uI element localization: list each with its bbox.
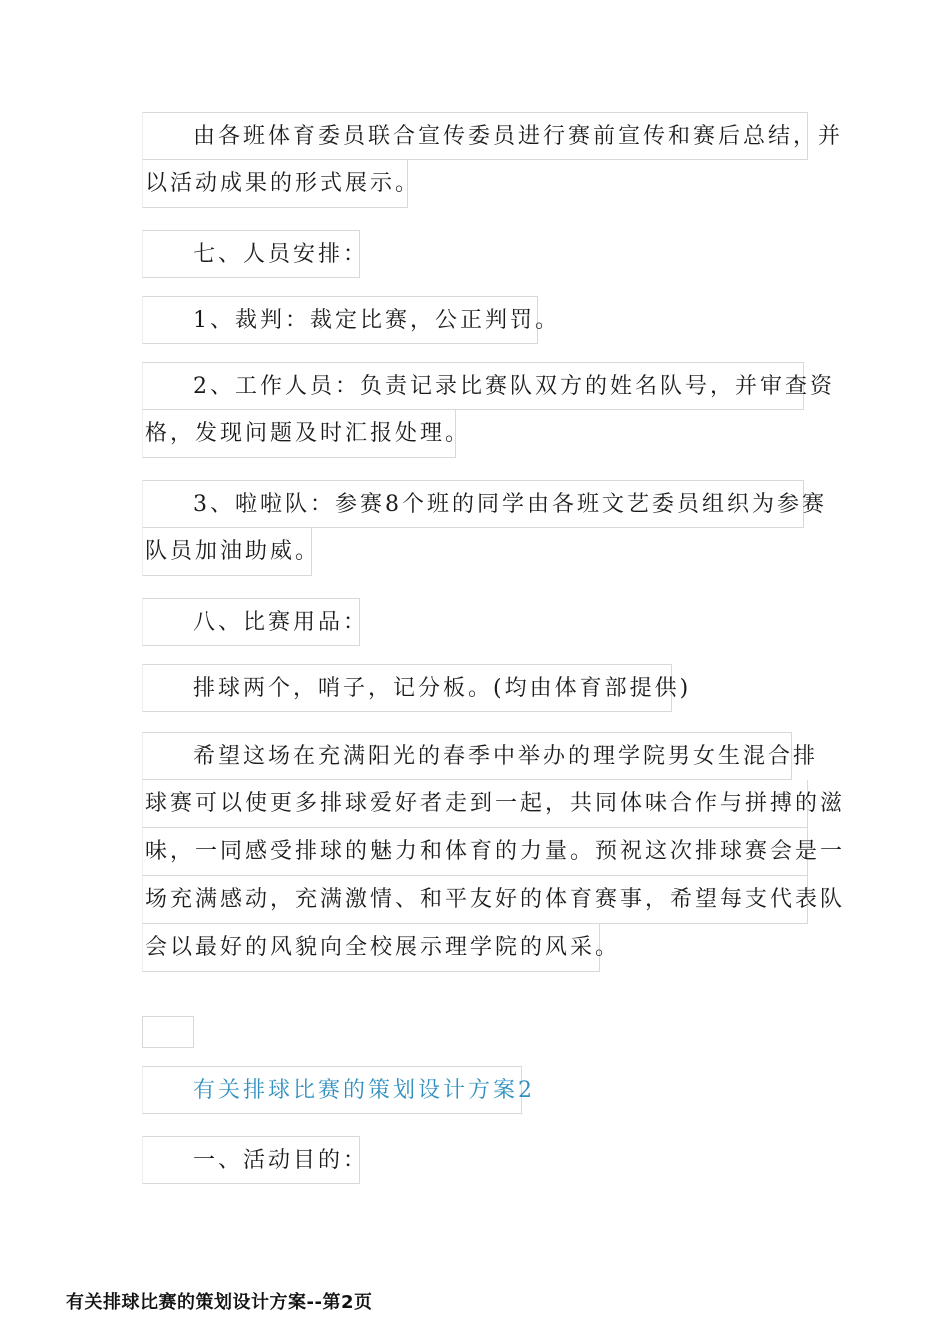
paragraph-promotion xyxy=(142,112,844,208)
text-line: 以活动成果的形式展示。 xyxy=(142,160,408,208)
text-line: 1、裁判：裁定比赛，公正判罚。 xyxy=(142,296,538,344)
text-line: 队员加油助威。 xyxy=(142,528,312,576)
text-line: 由各班体育委员联合宣传委员进行赛前宣传和赛后总结，并 xyxy=(142,112,808,160)
document-section-title xyxy=(142,1066,535,1114)
list-item-staff xyxy=(142,362,835,458)
section-heading-equipment xyxy=(142,598,369,646)
text-line: 球赛可以使更多排球爱好者走到一起，共同体味合作与拼搏的滋 xyxy=(142,780,808,828)
page-footer: 有关排球比赛的策划设计方案--第2页 xyxy=(66,1292,373,1313)
text-line: 格，发现问题及时汇报处理。 xyxy=(142,410,456,458)
text-line: 2、工作人员：负责记录比赛队双方的姓名队号，并审查资 xyxy=(142,362,804,410)
list-item-cheerleaders xyxy=(142,480,827,576)
text-line: 场充满感动，充满激情、和平友好的体育赛事，希望每支代表队 xyxy=(142,876,808,924)
section-heading-staffing xyxy=(142,230,369,278)
text-line: 会以最好的风貌向全校展示理学院的风采。 xyxy=(142,924,600,972)
empty-cell xyxy=(142,1016,194,1048)
list-item-referee xyxy=(142,296,560,344)
section-heading-purpose xyxy=(142,1136,369,1184)
text-line: 3、啦啦队：参赛8个班的同学由各班文艺委员组织为参赛 xyxy=(142,480,804,528)
text-line: 七、人员安排： xyxy=(142,230,360,278)
text-line: 希望这场在充满阳光的春季中举办的理学院男女生混合排 xyxy=(142,732,792,780)
paragraph-closing-wishes xyxy=(142,732,846,972)
text-line: 有关排球比赛的策划设计方案2 xyxy=(142,1066,522,1114)
text-line: 八、比赛用品： xyxy=(142,598,360,646)
text-line: 排球两个，哨子，记分板。(均由体育部提供) xyxy=(142,664,672,712)
text-line: 味，一同感受排球的魅力和体育的力量。预祝这次排球赛会是一 xyxy=(142,828,808,876)
text-line: 一、活动目的： xyxy=(142,1136,360,1184)
paragraph-equipment-list xyxy=(142,664,692,712)
